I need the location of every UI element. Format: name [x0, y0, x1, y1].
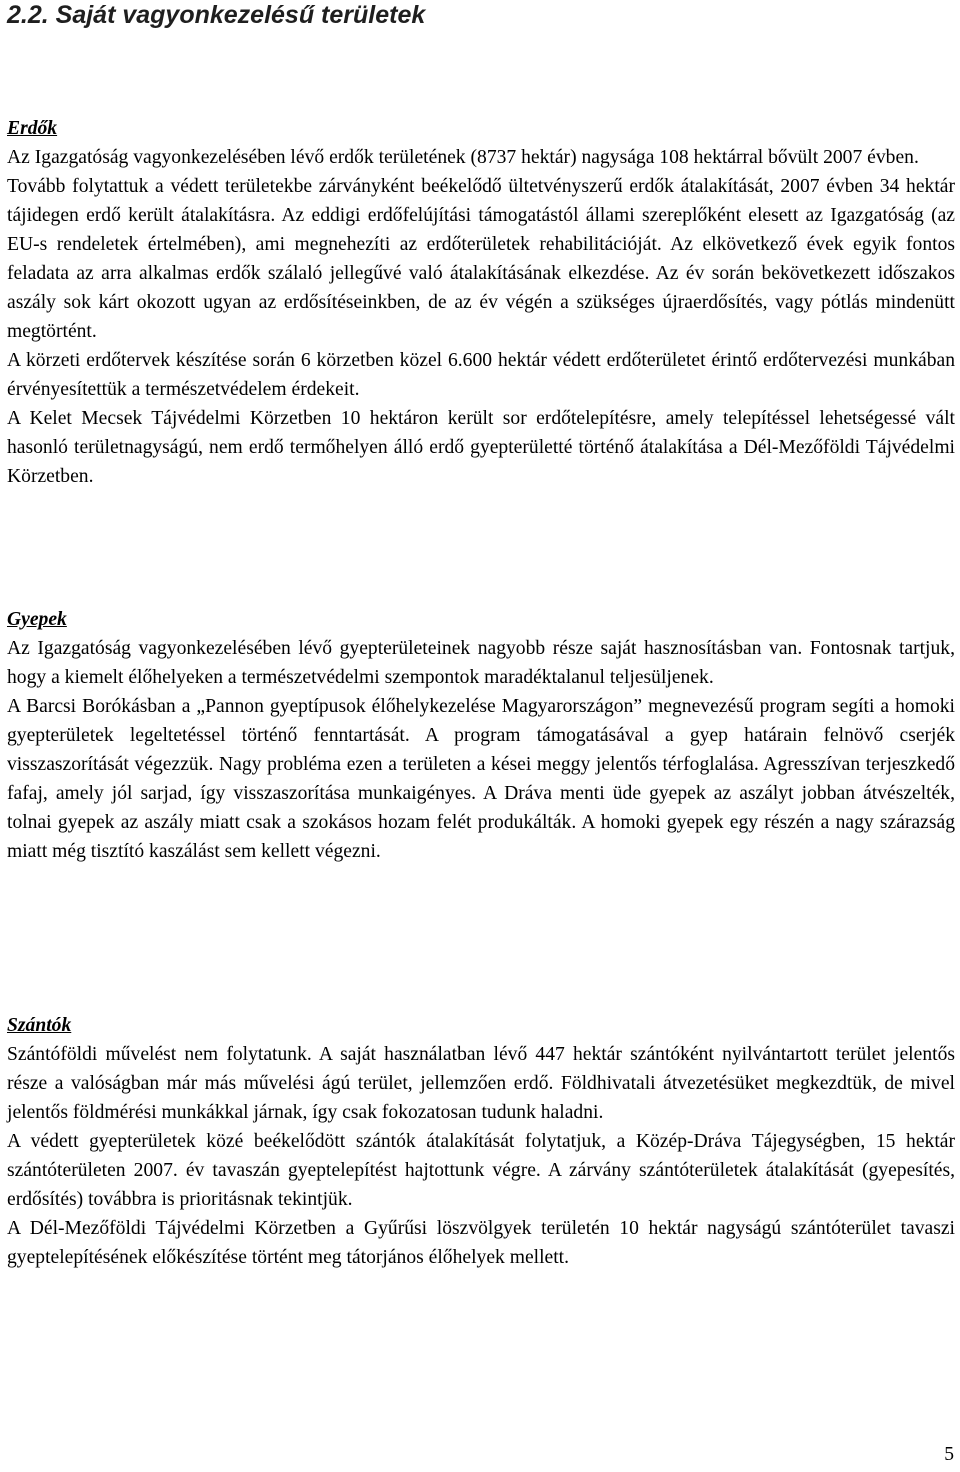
page-number: 5	[944, 1444, 954, 1465]
paragraph: Szántóföldi művelést nem folytatunk. A saját használatban lévő 447 hektár szántóként nyilvántartott terület jelentős része a valóságban már más művelési ágú terület, jellemzően erdő. Földhivatali átvezetésüket megkezdtük, de mivel jelentős földmérési munkákkal járnak, így csak fokozatosan tudunk haladni.	[7, 1044, 955, 1123]
arable-lands-section	[7, 1011, 955, 1272]
grasslands-subheading: Gyepek	[7, 609, 67, 630]
paragraph: Tovább folytattuk a védett területekbe zárványként beékelődő ültetvényszerű erdők átalakítását, 2007 évben 34 hektár tájidegen erdő került átalakításra. Az eddigi erdőfelújítási támogatástól állami szereplőként elesett az Igazgatóság (az EU-s rendeletek értelmében), ami megnehezíti az erdőterületek rehabilitációját. Az elkövetkező évek egyik fontos feladata az arra alkalmas erdők szálaló jellegűvé való átalakításának elkezdése. Az év során bekövetkezett időszakos aszály sok kárt okozott ugyan az erdősítéseinkben, de az év végén a szükséges újraerdősítés, vagy pótlás mindenütt megtörtént.	[7, 176, 955, 342]
paragraph: A Barcsi Borókásban a „Pannon gyeptípusok élőhelykezelése Magyarországon” megnevezésű program segíti a homoki gyepterületek legeltetéssel történő fenntartását. A program támogatásával a gyep határain felnövő cserjék visszaszorítását végezzük. Nagy probléma ezen a területen a kései meggy jelentős térfoglalása. Agresszívan terjeszkedő fafaj, amely jól sarjad, így visszaszorítása munkaigényes. A Dráva menti üde gyepek az aszályt jobban átvészelték, tolnai gyepek az aszály miatt csak a szokásos hozam felét produkálták. A homoki gyepek egy részén a nagy szárazság miatt még tisztító kaszálást sem kellett végezni.	[7, 696, 955, 862]
paragraph: Az Igazgatóság vagyonkezelésében lévő gyepterületeinek nagyobb része saját hasznosításban van. Fontosnak tartjuk, hogy a kiemelt élőhelyeken a természetvédelmi szempontok maradéktalanul teljesüljenek.	[7, 638, 955, 688]
forests-subheading: Erdők	[7, 118, 58, 139]
grasslands-section	[7, 605, 955, 866]
arable-lands-subheading: Szántók	[7, 1015, 72, 1036]
section-heading: 2.2. Saját vagyonkezelésű területek	[7, 1, 426, 29]
forests-section	[7, 114, 955, 491]
paragraph: A körzeti erdőtervek készítése során 6 körzetben közel 6.600 hektár védett erdőterületet érintő erdőtervezési munkában érvényesítettük a természetvédelem érdekeit.	[7, 350, 955, 400]
paragraph: Az Igazgatóság vagyonkezelésében lévő erdők területének (8737 hektár) nagysága 108 hektárral bővült 2007 évben.	[7, 147, 919, 168]
paragraph: A védett gyepterületek közé beékelődött szántók átalakítását folytatjuk, a Közép-Dráva Tájegységben, 15 hektár szántóterületen 2007. év tavaszán gyeptelepítést hajtottunk végre. A zárvány szántóterületek átalakítását (gyepesítés, erdősítés) továbbra is prioritásnak tekintjük.	[7, 1131, 955, 1210]
paragraph: A Kelet Mecsek Tájvédelmi Körzetben 10 hektáron került sor erdőtelepítésre, amely telepítéssel lehetségessé vált hasonló területnagyságú, nem erdő termőhelyen álló erdő gyepterületté történő átalakítása a Dél-Mezőföldi Tájvédelmi Körzetben.	[7, 408, 955, 487]
paragraph: A Dél-Mezőföldi Tájvédelmi Körzetben a Gyűrűsi löszvölgyek területén 10 hektár nagyságú szántóterület tavaszi gyeptelepítésének előkészítése történt meg tátorjános élőhelyek mellett.	[7, 1218, 955, 1268]
